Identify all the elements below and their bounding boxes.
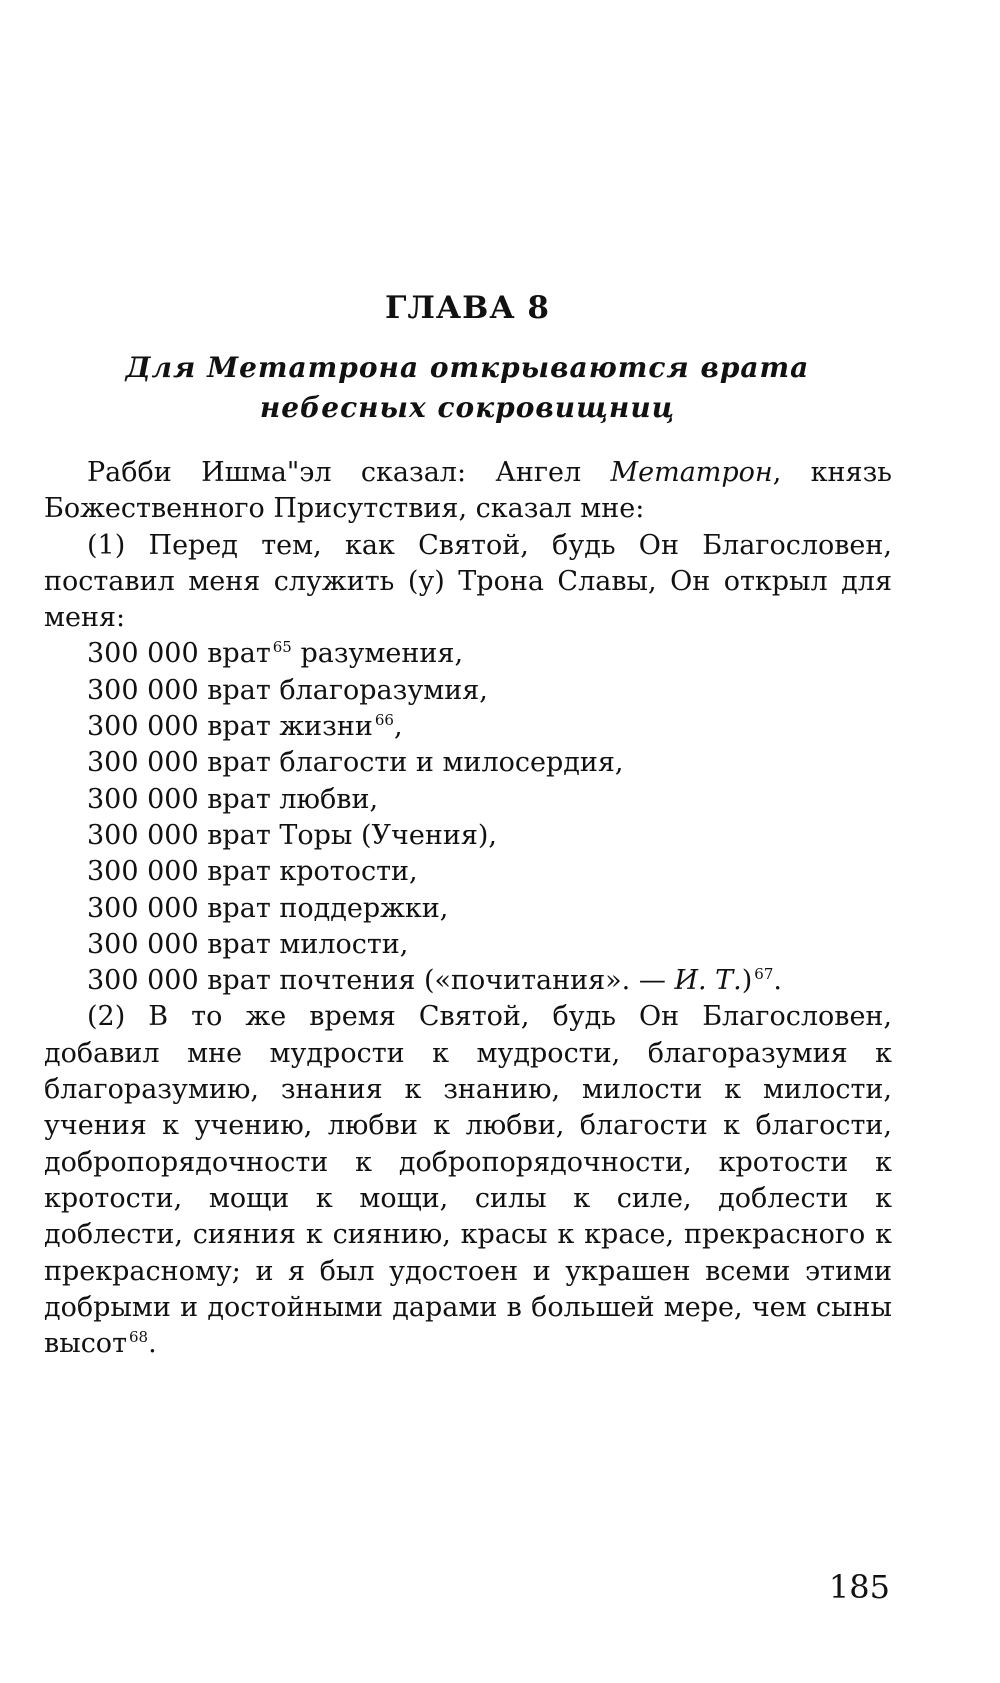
intro-text-start: Рабби Ишма"эл сказал: Ангел bbox=[87, 457, 611, 488]
gate-text: 300 000 врат благости и милосердия, bbox=[87, 747, 624, 779]
sentence-end: . bbox=[773, 965, 782, 997]
chapter-title: ГЛАВА 8 bbox=[385, 290, 550, 326]
closing-parenthesis: ) bbox=[741, 965, 753, 997]
gate-text: 300 000 врат bbox=[87, 638, 271, 670]
chapter-subtitle-line-1: Для Метатрона открываются врата bbox=[125, 351, 810, 384]
gate-item bbox=[44, 854, 892, 890]
chapter-subtitle bbox=[0, 348, 935, 428]
gate-text: 300 000 врат Торы (Учения), bbox=[87, 819, 497, 851]
gate-item bbox=[44, 709, 892, 745]
footnote-ref[interactable]: 68 bbox=[129, 1328, 149, 1347]
footnote-ref[interactable]: 66 bbox=[374, 711, 394, 730]
gate-text: 300 000 врат любви, bbox=[87, 783, 379, 815]
translator-initials: И. Т. bbox=[674, 965, 742, 997]
gate-item bbox=[44, 818, 892, 854]
gate-item bbox=[44, 636, 892, 672]
gate-item-last bbox=[44, 963, 892, 999]
gate-text: 300 000 врат милости, bbox=[87, 928, 409, 960]
footnote-ref[interactable]: 65 bbox=[272, 638, 292, 657]
paragraph-1: (1) Перед тем, как Святой, будь Он Благословен, поставил меня служить (у) Трона Славы, Он открыл для меня: bbox=[44, 529, 892, 634]
page-number: 185 bbox=[828, 1568, 890, 1606]
gate-text: 300 000 врат поддержки, bbox=[87, 892, 449, 924]
metatron-name: Метатрон bbox=[610, 457, 773, 488]
paragraph-2-text: (2) В то же время Святой, будь Он Благословен, добавил мне мудрости к мудрости, благоразумия к благоразумию, знания к знанию, милости к милости, учения к учению, любви к любви, благости к благости, добропорядочности к добропорядочности, кротости к кротости, мощи к мощи, силы к силе, доблести к доблести, сияния к сиянию, красы к красе, прекрасного к прекрасному; и я был удостоен и украшен всеми этими добрыми и достойными дарами в большей мере, чем сыны высот bbox=[44, 1001, 892, 1360]
footnote-ref[interactable]: 67 bbox=[754, 965, 774, 984]
gate-item bbox=[44, 673, 892, 709]
intro-text-end: , князь Божественного Присутствия, сказал мне: bbox=[44, 457, 892, 525]
gate-item bbox=[44, 891, 892, 927]
gate-item bbox=[44, 782, 892, 818]
gate-text: 300 000 врат кротости, bbox=[87, 856, 418, 888]
gate-item bbox=[44, 927, 892, 963]
chapter-subtitle-line-2: небесных сокровищниц bbox=[259, 391, 676, 424]
gate-text: 300 000 врат благоразумия, bbox=[87, 674, 488, 706]
gate-text: 300 000 врат почтения («почитания». — bbox=[87, 965, 675, 997]
paragraph-2 bbox=[44, 999, 892, 1362]
intro-paragraph bbox=[44, 455, 892, 528]
chapter-body bbox=[44, 455, 892, 1362]
gate-text: 300 000 врат жизни bbox=[87, 711, 373, 743]
sentence-end: . bbox=[148, 1328, 157, 1360]
gate-text-after: разумения, bbox=[291, 638, 464, 670]
gate-text-after: , bbox=[393, 711, 403, 743]
gates-list bbox=[44, 636, 892, 999]
gate-item bbox=[44, 745, 892, 781]
